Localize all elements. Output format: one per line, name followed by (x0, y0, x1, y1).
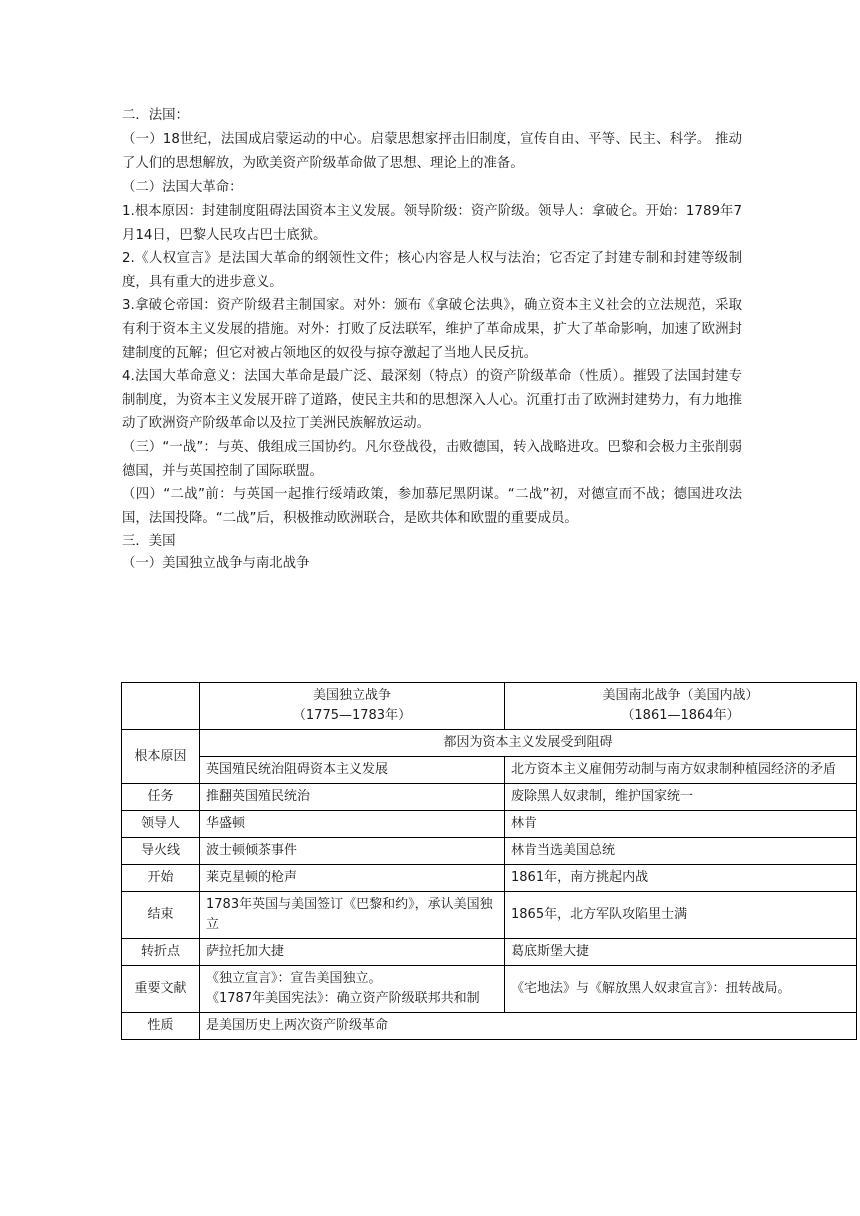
table-row-leader (122, 811, 857, 838)
declaration-paragraph: 2.《人权宣言》是法国大革命的纲领性文件；核心内容是人权与法治；它否定了封建专制和封建等级制度，具有重大的进步意义。 (122, 251, 742, 290)
row-label-start: 开始 (122, 865, 200, 892)
cause-shared-cell: 都因为资本主义发展受到阻碍 (200, 730, 857, 757)
cause-independence-cell: 英国殖民统治阻碍资本主义发展 (200, 757, 505, 784)
header-civil-war-title: 美国南北战争（美国内战） (602, 688, 759, 703)
table-row-header (122, 683, 857, 730)
france-heading: 二．法国： (122, 108, 189, 123)
turn-independence-cell: 萨拉托加大捷 (200, 939, 505, 966)
row-label-nature: 性质 (122, 1013, 200, 1040)
table-row-turning-point (122, 939, 857, 966)
document-body (122, 104, 742, 574)
revolution-significance-paragraph: 4.法国大革命意义：法国大革命是最广泛、最深刻（特点）的资产阶级革命（性质）。摧毁了法国封建专制制度，为资本主义发展开辟了道路，使民主共和的思想深入人心。沉重打击了欧洲封建势力，有力地推动了欧洲资产阶级革命以及拉丁美洲民族解放运动。 (122, 369, 742, 432)
documents-independence-line-2: 《1787年美国宪法》：确立资产阶级联邦共和制 (206, 991, 480, 1006)
row-label-fuse: 导火线 (122, 838, 200, 865)
row-label-documents: 重要文献 (122, 966, 200, 1013)
header-independence-war (200, 683, 505, 730)
revolution-cause-paragraph: 1.根本原因：封建制度阻碍法国资本主义发展。领导阶级：资产阶级。领导人：拿破仑。开始：1789年7月14日，巴黎人民攻占巴士底狱。 (122, 204, 742, 243)
usa-subheading: （一）美国独立战争与南北战争 (122, 555, 310, 571)
napoleon-empire-paragraph: 3.拿破仑帝国：资产阶级君主制国家。对外：颁布《拿破仑法典》，确立资本主义社会的立法规范，采取有利于资本主义发展的措施。对外：打败了反法联军，维护了革命成果，扩大了革命影响，加速了欧洲封建制度的瓦解；但它对被占领地区的奴役与掠夺激起了当地人民反抗。 (122, 298, 742, 361)
ww1-paragraph: （三）“一战”：与英、俄组成三国协约。凡尔登战役，击败德国，转入战略进攻。巴黎和会极力主张削弱德国，并与英国控制了国际联盟。 (122, 439, 742, 479)
ww2-paragraph: （四）“二战”前：与英国一起推行绥靖政策，参加慕尼黑阴谋。“二战”初，对德宣而不战；德国进攻法国，法国投降。“二战”后，积极推动欧洲联合，是欧共体和欧盟的重要成员。 (122, 487, 742, 526)
start-independence-cell: 莱克星顿的枪声 (200, 865, 505, 892)
documents-civil-war-cell: 《宅地法》与《解放黑人奴隶宣言》：扭转战局。 (505, 966, 857, 1013)
end-independence-cell: 1783年英国与美国签订《巴黎和约》，承认美国独立 (200, 892, 505, 939)
row-label-task: 任务 (122, 784, 200, 811)
task-independence-cell: 推翻英国殖民统治 (200, 784, 505, 811)
table-row-cause-shared (122, 730, 857, 757)
task-civil-war-cell: 废除黑人奴隶制，维护国家统一 (505, 784, 857, 811)
header-independence-title: 美国独立战争 (312, 688, 391, 703)
table-row-start (122, 865, 857, 892)
table-row-end (122, 892, 857, 939)
documents-independence-cell (200, 966, 505, 1013)
row-label-end: 结束 (122, 892, 200, 939)
fuse-independence-cell: 波士顿倾茶事件 (200, 838, 505, 865)
header-civil-war (505, 683, 857, 730)
table-row-documents (122, 966, 857, 1013)
usa-heading: 三．美国 (122, 534, 176, 550)
row-label-turning-point: 转折点 (122, 939, 200, 966)
table-row-fuse (122, 838, 857, 865)
table-row-nature (122, 1013, 857, 1040)
nature-shared-cell: 是美国历史上两次资产阶级革命 (200, 1013, 857, 1040)
table-row-cause (122, 757, 857, 784)
header-civil-war-years: （1861—1864年） (621, 708, 740, 723)
france-enlightenment-paragraph: （一）18世纪，法国成启蒙运动的中心。启蒙思想家抨击旧制度，宣传自由、平等、民主、科学。 推动了人们的思想解放，为欧美资产阶级革命做了思想、理论上的准备。 (122, 131, 742, 171)
row-label-leader: 领导人 (122, 811, 200, 838)
turn-civil-war-cell: 葛底斯堡大捷 (505, 939, 857, 966)
cause-civil-war-cell: 北方资本主义雇佣劳动制与南方奴隶制种植园经济的矛盾 (505, 757, 857, 784)
table-corner-cell (122, 683, 200, 730)
leader-independence-cell: 华盛顿 (200, 811, 505, 838)
start-civil-war-cell: 1861年，南方挑起内战 (505, 865, 857, 892)
comparison-table (121, 682, 857, 1040)
row-label-cause: 根本原因 (122, 730, 200, 784)
leader-civil-war-cell: 林肯 (505, 811, 857, 838)
documents-independence-line-1: 《独立宣言》：宣告美国独立。 (206, 971, 382, 986)
end-civil-war-cell: 1865年，北方军队攻陷里士满 (505, 892, 857, 939)
french-revolution-title: （二）法国大革命： (122, 180, 243, 196)
table-row-task (122, 784, 857, 811)
fuse-civil-war-cell: 林肯当选美国总统 (505, 838, 857, 865)
header-independence-years: （1775—1783年） (292, 708, 412, 723)
